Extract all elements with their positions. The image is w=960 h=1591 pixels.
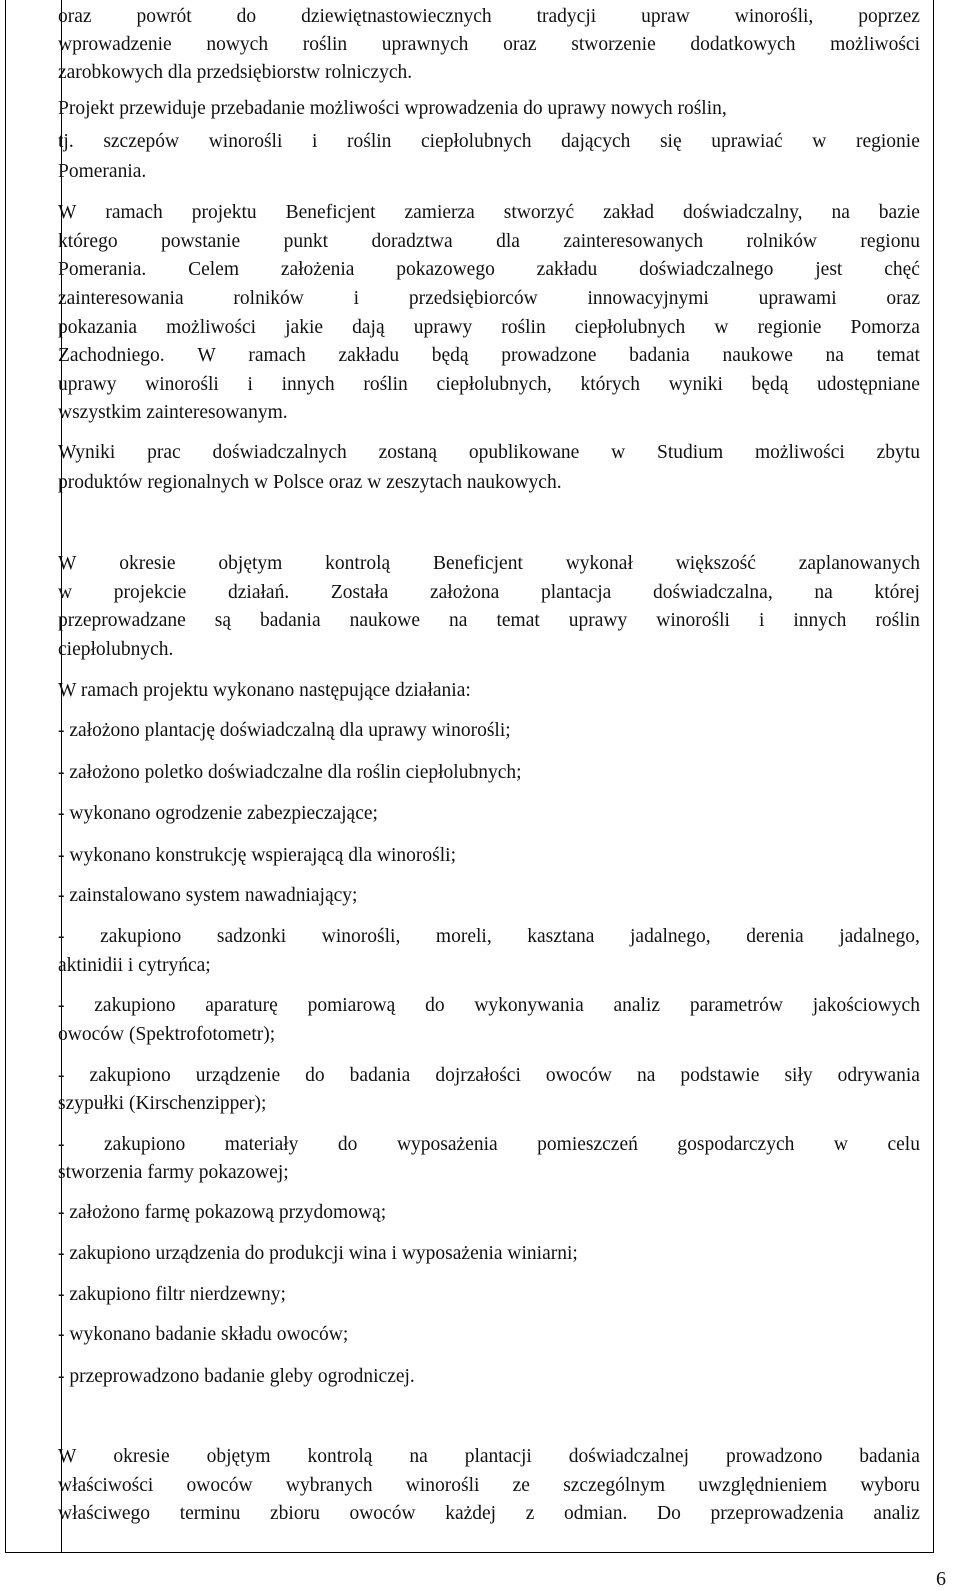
- text-line: ciepłolubnych.: [58, 639, 174, 660]
- word: właściwości: [58, 1475, 154, 1496]
- word: jadalnego,: [839, 926, 920, 947]
- word: uprawy: [568, 610, 628, 631]
- word: wykonał: [565, 553, 633, 574]
- word: parametrów: [689, 995, 783, 1016]
- word: zakupiono: [94, 995, 176, 1016]
- word: regionu: [860, 231, 920, 252]
- word: rolników: [746, 231, 817, 252]
- word: Została: [330, 582, 389, 603]
- text-line: [58, 229, 920, 255]
- word: roślin: [501, 317, 546, 338]
- text-line: [58, 315, 920, 341]
- word: w: [58, 582, 73, 603]
- word: objętym: [218, 553, 283, 574]
- word: naukowe: [349, 610, 421, 631]
- word: Pomerania.: [58, 259, 147, 280]
- word: pomiarową: [307, 995, 396, 1016]
- word: zakład: [603, 202, 655, 223]
- word: badania: [260, 610, 321, 631]
- word: poprzez: [858, 6, 920, 27]
- word: i: [311, 131, 318, 152]
- word: dodatkowych: [690, 34, 796, 55]
- word: doświadczalnej: [568, 1446, 689, 1467]
- word: dają: [352, 317, 385, 338]
- word: do: [236, 6, 257, 27]
- word: uprawami: [758, 288, 837, 309]
- word: prowadzone: [501, 345, 597, 366]
- word: analiz: [613, 995, 661, 1016]
- word: oraz: [58, 6, 92, 27]
- word: możliwości: [830, 34, 920, 55]
- text-line: zarobkowych dla przedsiębiorstw rolniczych.: [58, 62, 413, 83]
- word: projektu: [191, 202, 257, 223]
- word: plantacja: [540, 582, 612, 603]
- word: innowacyjnymi: [587, 288, 709, 309]
- word: doradztwa: [371, 231, 453, 252]
- word: jadalnego,: [630, 926, 711, 947]
- word: kasztana: [527, 926, 595, 947]
- word: dla: [496, 231, 520, 252]
- word: -: [58, 926, 65, 947]
- word: i: [353, 288, 360, 309]
- word: stworzenie: [571, 34, 656, 55]
- word: pokazania: [58, 317, 138, 338]
- list-item: - założono plantację doświadczalną dla uprawy winorośli;: [58, 720, 511, 741]
- word: wybranych: [285, 1475, 373, 1496]
- word: których: [580, 374, 641, 395]
- list-item: - zainstalowano system nawadniający;: [58, 885, 358, 906]
- word: bazie: [878, 202, 920, 223]
- word: ciepłolubnych: [574, 317, 686, 338]
- word: każdej: [445, 1503, 497, 1524]
- word: W: [58, 202, 77, 223]
- word: możliwości: [754, 442, 845, 463]
- word: pokazowego: [396, 259, 495, 280]
- word: na: [409, 1446, 428, 1467]
- text-line: produktów regionalnych w Polsce oraz w zeszytach naukowych.: [58, 472, 562, 493]
- word: powstanie: [161, 231, 241, 252]
- word: ramach: [105, 202, 163, 223]
- word: tj.: [58, 131, 74, 152]
- word: badania: [349, 1065, 411, 1086]
- word: analiz: [873, 1503, 920, 1524]
- word: zakupiono: [104, 1134, 186, 1155]
- text-line: Pomerania.: [58, 161, 147, 182]
- word: założona: [429, 582, 500, 603]
- word: kontrolą: [325, 553, 391, 574]
- word: w: [714, 317, 729, 338]
- word: w: [812, 131, 827, 152]
- word: celu: [887, 1134, 920, 1155]
- word: szczepów: [103, 131, 180, 152]
- word: na: [814, 582, 833, 603]
- word: prac: [147, 442, 181, 463]
- word: -: [58, 1065, 65, 1086]
- text-line: [58, 608, 920, 634]
- word: uwzględnieniem: [698, 1475, 828, 1496]
- word: zakupiono: [89, 1065, 171, 1086]
- word: z: [525, 1503, 535, 1524]
- word: punkt: [283, 231, 328, 252]
- text-line: [58, 32, 920, 58]
- word: uprawnych: [381, 34, 469, 55]
- word: kontrolą: [307, 1446, 373, 1467]
- word: i: [758, 610, 765, 631]
- word: upraw: [641, 6, 690, 27]
- word: dających: [561, 131, 631, 152]
- word: winorośli,: [321, 926, 401, 947]
- word: temat: [876, 345, 920, 366]
- word: zbytu: [876, 442, 920, 463]
- word: odmian.: [564, 1503, 628, 1524]
- word: prowadzono: [725, 1446, 823, 1467]
- text-line: W ramach projektu wykonano następujące działania:: [58, 680, 471, 701]
- word: przeprowadzenia: [710, 1503, 844, 1524]
- text-line: [58, 372, 920, 398]
- word: Beneficjent: [433, 553, 523, 574]
- text-line: [58, 200, 920, 226]
- word: Do: [657, 1503, 681, 1524]
- word: zaplanowanych: [798, 553, 920, 574]
- word: dojrzałości: [435, 1065, 521, 1086]
- word: zakupiono: [100, 926, 182, 947]
- word: winorośli: [656, 610, 730, 631]
- word: winorośli: [208, 131, 283, 152]
- word: którego: [58, 231, 118, 252]
- word: uprawy: [413, 317, 473, 338]
- list-item: - przeprowadzono badanie gleby ogrodniczej.: [58, 1366, 415, 1387]
- word: terminu: [179, 1503, 241, 1524]
- list-item: [58, 1132, 920, 1158]
- word: wyposażenia: [396, 1134, 498, 1155]
- list-item: - wykonano badanie składu owoców;: [58, 1324, 349, 1345]
- list-item: stworzenia farmy pokazowej;: [58, 1162, 289, 1183]
- word: ciepłolubnych: [421, 131, 532, 152]
- word: naukowe: [722, 345, 793, 366]
- word: winorośli,: [734, 6, 814, 27]
- word: zakładu: [536, 259, 598, 280]
- word: jakościowych: [812, 995, 920, 1016]
- text-line: [58, 129, 920, 155]
- word: doświadczalnego: [639, 259, 774, 280]
- word: urządzenie: [195, 1065, 281, 1086]
- word: objętym: [206, 1446, 271, 1467]
- word: roślin: [302, 34, 348, 55]
- word: możliwości: [166, 317, 257, 338]
- word: roślin: [346, 131, 392, 152]
- word: okresie: [119, 553, 176, 574]
- word: zakładu: [338, 345, 400, 366]
- word: owoców: [186, 1475, 253, 1496]
- text-line: [58, 257, 920, 283]
- word: na: [449, 610, 468, 631]
- word: podstawie: [680, 1065, 760, 1086]
- word: zbioru: [270, 1503, 320, 1524]
- word: tradycji: [536, 6, 597, 27]
- word: innych: [793, 610, 847, 631]
- list-item: [58, 993, 920, 1019]
- word: uprawiać: [711, 131, 783, 152]
- list-item: aktinidii i cytryńca;: [58, 955, 211, 976]
- word: badania: [859, 1446, 920, 1467]
- word: właściwego: [58, 1503, 151, 1524]
- word: W: [58, 1446, 77, 1467]
- text-line: wszystkim zainteresowanym.: [58, 402, 288, 423]
- word: będą: [751, 374, 789, 395]
- word: są: [214, 610, 231, 631]
- page-number: 6: [936, 1568, 946, 1590]
- word: doświadczalnych: [212, 442, 347, 463]
- word: roślin: [875, 610, 920, 631]
- list-item: owoców (Spektrofotometr);: [58, 1024, 276, 1045]
- word: -: [58, 995, 65, 1016]
- list-item: [58, 1063, 920, 1089]
- word: będą: [431, 345, 469, 366]
- word: moreli,: [435, 926, 492, 947]
- word: aparaturę: [205, 995, 278, 1016]
- word: której: [874, 582, 920, 603]
- word: winorośli: [145, 374, 219, 395]
- word: ramach: [248, 345, 306, 366]
- word: większość: [675, 553, 756, 574]
- word: przedsiębiorców: [408, 288, 538, 309]
- word: oraz: [503, 34, 537, 55]
- text-line: [58, 4, 920, 30]
- word: owoców: [349, 1503, 416, 1524]
- word: Zachodniego.: [58, 345, 165, 366]
- word: okresie: [113, 1446, 170, 1467]
- word: materiały: [224, 1134, 299, 1155]
- word: opublikowane: [468, 442, 580, 463]
- word: odrywania: [837, 1065, 920, 1086]
- word: chęć: [884, 259, 920, 280]
- word: ciepłolubnych,: [436, 374, 552, 395]
- word: Celem: [188, 259, 239, 280]
- list-item: - założono poletko doświadczalne dla roślin ciepłolubnych;: [58, 762, 522, 783]
- list-item: [58, 924, 920, 950]
- text-line: [58, 580, 920, 606]
- word: do: [305, 1065, 325, 1086]
- word: ze: [512, 1475, 530, 1496]
- word: wyboru: [860, 1475, 920, 1496]
- word: oraz: [886, 288, 920, 309]
- word: Beneficjent: [285, 202, 376, 223]
- word: winorośli: [405, 1475, 480, 1496]
- word: szczególnym: [563, 1475, 665, 1496]
- word: zainteresowanych: [563, 231, 704, 252]
- word: regionie: [855, 131, 920, 152]
- word: dziewiętnastowiecznych: [301, 6, 492, 27]
- word: w: [833, 1134, 848, 1155]
- word: innych: [281, 374, 335, 395]
- word: temat: [496, 610, 540, 631]
- word: sadzonki: [216, 926, 287, 947]
- text-line: [58, 286, 920, 312]
- word: W: [197, 345, 216, 366]
- word: w: [611, 442, 626, 463]
- word: jest: [815, 259, 843, 280]
- word: do: [337, 1134, 358, 1155]
- word: gospodarczych: [677, 1134, 795, 1155]
- word: się: [659, 131, 682, 152]
- word: uprawy: [58, 374, 117, 395]
- list-item: - zakupiono urządzenia do produkcji wina i wyposażenia winiarni;: [58, 1243, 578, 1264]
- word: Pomorza: [850, 317, 920, 338]
- word: zainteresowania: [58, 288, 184, 309]
- word: badania: [629, 345, 690, 366]
- text-line: [58, 343, 920, 369]
- word: derenia: [746, 926, 804, 947]
- word: jakie: [285, 317, 324, 338]
- text-line: Projekt przewiduje przebadanie możliwości wprowadzenia do uprawy nowych roślin,: [58, 98, 727, 119]
- word: stworzyć: [503, 202, 575, 223]
- text-line: [58, 551, 920, 577]
- word: plantacji: [464, 1446, 532, 1467]
- word: i: [247, 374, 253, 395]
- word: pomieszczeń: [537, 1134, 638, 1155]
- word: W: [58, 553, 77, 574]
- word: zostaną: [378, 442, 438, 463]
- word: Wyniki: [58, 442, 116, 463]
- text-line: [58, 1501, 920, 1527]
- word: wykonywania: [474, 995, 584, 1016]
- list-item: - wykonano konstrukcję wspierającą dla winorośli;: [58, 845, 457, 866]
- word: rolników: [233, 288, 304, 309]
- word: doświadczalny,: [682, 202, 803, 223]
- word: na: [636, 1065, 656, 1086]
- word: wprowadzenie: [58, 34, 172, 55]
- word: Studium: [657, 442, 724, 463]
- word: regionie: [757, 317, 822, 338]
- word: siły: [784, 1065, 813, 1086]
- word: zamierza: [404, 202, 475, 223]
- word: -: [58, 1134, 65, 1155]
- text-line: [58, 1473, 920, 1499]
- word: nowych: [206, 34, 269, 55]
- list-item: - wykonano ogrodzenie zabezpieczające;: [58, 803, 378, 824]
- word: doświadczalna,: [653, 582, 773, 603]
- list-item: - zakupiono filtr nierdzewny;: [58, 1284, 286, 1305]
- word: projekcie: [113, 582, 187, 603]
- word: działań.: [228, 582, 290, 603]
- text-line: [58, 440, 920, 466]
- word: do: [425, 995, 445, 1016]
- text-line: [58, 1444, 920, 1470]
- list-item: - założono farmę pokazową przydomową;: [58, 1202, 387, 1223]
- word: powrót: [136, 6, 192, 27]
- word: na: [825, 345, 844, 366]
- list-item: szypułki (Kirschenzipper);: [58, 1093, 267, 1114]
- word: roślin: [363, 374, 408, 395]
- word: wyniki: [668, 374, 723, 395]
- word: przeprowadzane: [58, 610, 186, 631]
- word: owoców: [545, 1065, 612, 1086]
- word: założenia: [280, 259, 355, 280]
- word: udostępniane: [817, 374, 920, 395]
- word: na: [831, 202, 850, 223]
